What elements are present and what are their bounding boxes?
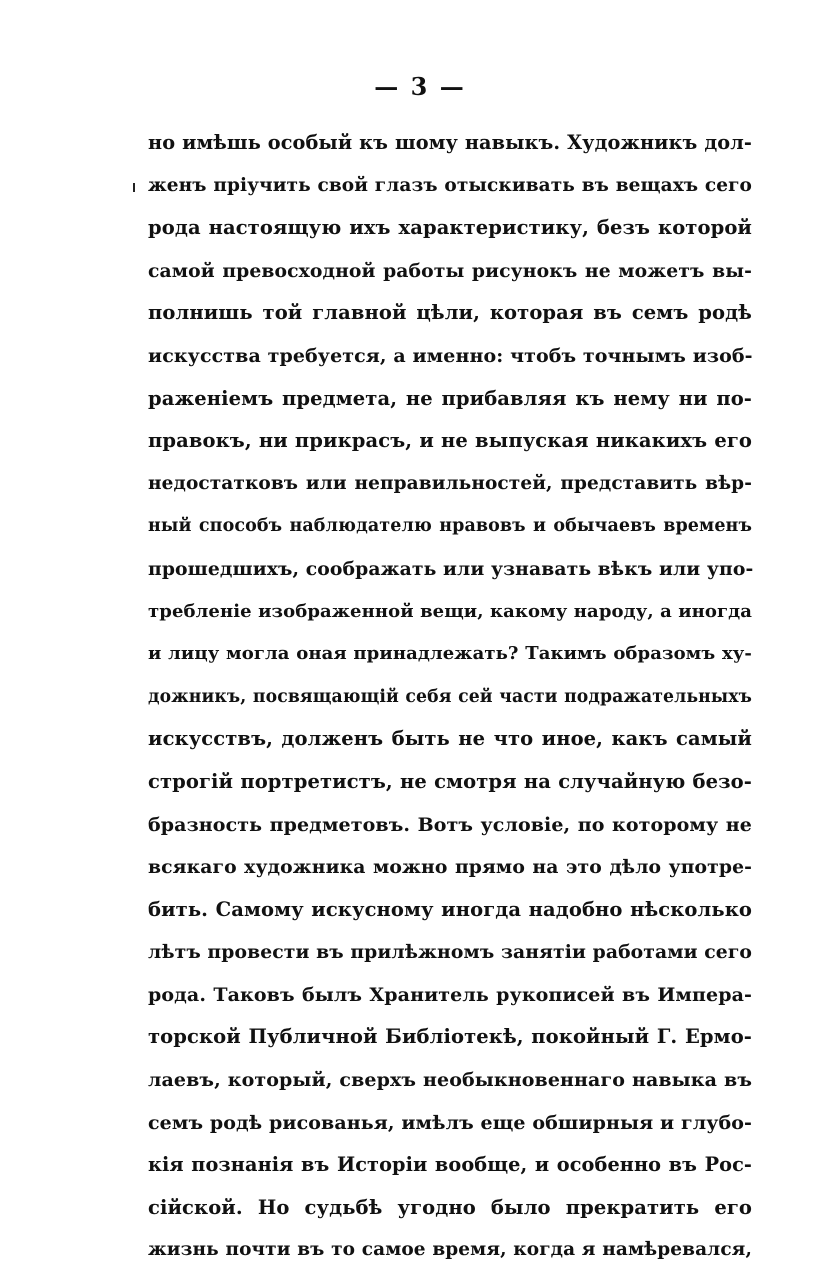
text-line: кія познанія въ Исторіи вообще, и особенно въ Рос-: [148, 1153, 752, 1177]
margin-mark: [133, 183, 135, 192]
text-line: лѣтъ провести въ прилѣжномъ занятіи работами сего: [148, 941, 753, 964]
text-line: семъ родѣ рисованья, имѣлъ еще обширныя и глубо-: [148, 1111, 752, 1134]
text-line: самой превосходной работы рисунокъ не можетъ вы-: [148, 259, 752, 282]
text-line: торской Публичной Библіотекѣ, покойный Г. Ермо-: [148, 1025, 752, 1049]
text-line: рода настоящую ихъ характеристику, безъ которой: [148, 216, 752, 240]
text-line: и лицу могла оная принадлежать? Такимъ образомъ ху-: [148, 643, 752, 665]
text-line: правокъ, ни прикрасъ, и не выпуская никакихъ его: [148, 429, 752, 453]
text-line: требленіе изображенной вещи, какому народу, а иногда: [148, 600, 753, 622]
text-line: женъ пріучить свой глазъ отыскивать въ вещахъ сего: [148, 174, 752, 196]
text-line: рода. Таковъ былъ Хранитель рукописей въ Импера-: [148, 983, 752, 1006]
text-line: лаевъ, который, сверхъ необыкновеннаго навыка въ: [148, 1069, 752, 1092]
body-text: [148, 122, 752, 1272]
text-line: жизнь почти въ то самое время, когда я намѣревался,: [148, 1239, 752, 1261]
text-line: недостатковъ или неправильностей, представить вѣр-: [148, 472, 752, 494]
text-line: бить. Самому искусному иногда надобно нѣсколько: [148, 897, 752, 921]
text-line: дожникъ, посвящающій себя сей части подражательныхъ: [148, 686, 752, 707]
text-line: искусствъ, долженъ быть не что иное, какъ самый: [148, 727, 752, 751]
text-line: раженіемъ предмета, не прибавляя къ нему ни по-: [148, 386, 752, 410]
text-line: всякаго художника можно прямо на это дѣло употре-: [148, 856, 752, 879]
text-line: ный способъ наблюдателю нравовъ и обычаевъ временъ: [148, 516, 752, 537]
text-line: прошедшихъ, соображать или узнавать вѣкъ или упо-: [148, 557, 754, 580]
text-line: искусства требуется, а именно: чтобъ точнымъ изоб-: [148, 344, 753, 367]
text-line: строгій портретистъ, не смотря на случайную безо-: [148, 769, 752, 793]
page-number: — 3 —: [374, 72, 466, 101]
text-line: полнишь той главной цѣли, которая въ семъ родѣ: [148, 301, 752, 325]
text-line: сійской. Но судьбѣ угодно было прекратить его: [148, 1195, 752, 1219]
text-line: бразность предметовъ. Вотъ условіе, по которому не: [148, 813, 752, 836]
text-line: но имѣшь особый къ шому навыкъ. Художникъ дол-: [148, 131, 752, 154]
